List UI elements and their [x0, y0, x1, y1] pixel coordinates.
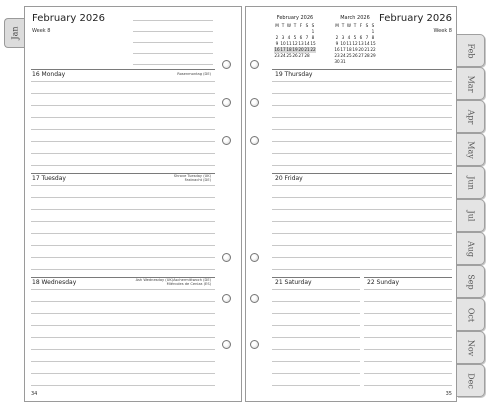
calendar-day: 7	[365, 35, 369, 40]
calendar-day: 19	[292, 47, 298, 52]
binder-ring	[222, 340, 231, 349]
calendar-day: 20	[358, 47, 364, 52]
right-month-title: February 2026	[379, 13, 452, 24]
binder-ring	[222, 136, 231, 145]
calendar-day: 25	[286, 53, 292, 58]
day-line	[31, 301, 215, 302]
binder-ring	[250, 60, 259, 69]
calendar-day: 29	[370, 53, 376, 58]
binder-ring	[222, 98, 231, 107]
calendar-day: 23	[274, 53, 280, 58]
left-page	[24, 6, 242, 402]
day-divider	[364, 277, 452, 278]
calendar-day: 22	[310, 47, 316, 52]
calendar-day: 18	[346, 47, 352, 52]
weekday-header: S	[311, 23, 315, 28]
calendar-day: 14	[304, 41, 310, 46]
day-line	[31, 257, 215, 258]
calendar-day: 4	[287, 35, 291, 40]
calendar-day: 18	[286, 47, 292, 52]
day-divider	[272, 277, 360, 278]
tab-label: May	[466, 140, 475, 159]
calendar-day: 11	[286, 41, 292, 46]
day-thursday: 19 Thursday	[275, 71, 313, 78]
weekday-header: T	[341, 23, 345, 28]
mini-calendar-grid	[334, 23, 376, 65]
day-line	[31, 209, 215, 210]
weekday-header: S	[365, 23, 369, 28]
day-divider	[272, 69, 452, 70]
calendar-day: 21	[304, 47, 310, 52]
calendar-day: 16	[274, 47, 280, 52]
day-line	[31, 221, 215, 222]
day-line	[31, 197, 215, 198]
day-line	[31, 81, 215, 82]
day-line	[31, 93, 215, 94]
day-line	[272, 313, 360, 314]
calendar-day: 3	[281, 35, 285, 40]
weekday-header: W	[286, 23, 292, 28]
mini-calendar-february	[274, 15, 316, 59]
day-line	[272, 257, 452, 258]
calendar-day: 21	[364, 47, 370, 52]
calendar-day: 5	[293, 35, 297, 40]
weekday-header: M	[335, 23, 339, 28]
day-line	[272, 81, 452, 82]
right-page	[245, 6, 457, 402]
weekday-header: T	[293, 23, 297, 28]
tab-label: Jun	[466, 175, 475, 190]
binder-ring	[222, 60, 231, 69]
calendar-day: 24	[340, 53, 346, 58]
calendar-day: 8	[371, 35, 375, 40]
day-line	[272, 141, 452, 142]
tab-label: Aug	[466, 240, 475, 257]
mini-calendar-grid	[274, 23, 316, 59]
weekday-header: T	[353, 23, 357, 28]
day-line	[31, 129, 215, 130]
tab-label: Dec	[466, 372, 475, 389]
day-line	[31, 289, 215, 290]
mini-calendar-march	[334, 15, 376, 65]
calendar-day: 5	[353, 35, 357, 40]
calendar-day: 17	[280, 47, 286, 52]
calendar-day: 9	[275, 41, 279, 46]
day-line	[31, 233, 215, 234]
day-line	[31, 337, 215, 338]
calendar-day: 12	[352, 41, 358, 46]
day-line	[272, 325, 360, 326]
calendar-day: 24	[280, 53, 286, 58]
tab-label: Oct	[466, 307, 475, 322]
calendar-day: 13	[358, 41, 364, 46]
binder-ring	[250, 136, 259, 145]
day-line	[272, 301, 360, 302]
calendar-day: 17	[340, 47, 346, 52]
day-line	[272, 197, 452, 198]
holiday-monday: Rosenmontag (DE)	[177, 72, 211, 76]
day-line	[272, 349, 360, 350]
left-week-label: Week 8	[32, 28, 51, 34]
calendar-day	[370, 59, 376, 65]
tab-label: Jul	[466, 210, 475, 221]
day-divider	[31, 69, 215, 70]
note-line	[133, 53, 213, 54]
day-line	[272, 245, 452, 246]
month-tabs	[457, 34, 485, 397]
calendar-day: 8	[311, 35, 315, 40]
tab-jul[interactable]	[457, 199, 485, 232]
weekday-header: S	[371, 23, 375, 28]
day-line	[272, 221, 452, 222]
day-line	[31, 245, 215, 246]
weekday-header: F	[359, 23, 363, 28]
calendar-day: 2	[275, 35, 279, 40]
calendar-day: 25	[346, 53, 352, 58]
day-line	[272, 129, 452, 130]
calendar-day: 28	[304, 53, 310, 58]
day-line	[31, 117, 215, 118]
calendar-day: 4	[347, 35, 351, 40]
calendar-day: 15	[370, 41, 376, 46]
calendar-day: 6	[359, 35, 363, 40]
day-line	[31, 385, 215, 386]
calendar-day: 19	[352, 47, 358, 52]
tab-jan-label: Jan	[10, 26, 19, 40]
calendar-day: 16	[334, 47, 340, 52]
day-sunday: 22 Sunday	[367, 279, 399, 286]
calendar-day: 30	[334, 59, 340, 64]
day-tuesday: 17 Tuesday	[32, 175, 66, 182]
day-line	[31, 373, 215, 374]
calendar-day: 28	[364, 53, 370, 58]
tab-label: Apr	[466, 109, 475, 124]
day-line	[31, 153, 215, 154]
left-page-number: 34	[31, 391, 38, 397]
calendar-day: 20	[298, 47, 304, 52]
tab-may[interactable]	[457, 133, 485, 166]
tab-jun[interactable]	[457, 166, 485, 199]
day-divider	[272, 173, 452, 174]
tab-feb[interactable]	[457, 34, 485, 67]
note-line	[133, 20, 213, 21]
day-line	[272, 361, 360, 362]
holiday-wednesday: Ash Wednesday (UK)Aschermittwoch (DE) Miércoles de Ceniza (ES)	[135, 278, 211, 286]
calendar-day: 27	[358, 53, 364, 58]
weekday-header: S	[305, 23, 309, 28]
weekday-header: T	[281, 23, 285, 28]
note-line	[133, 42, 213, 43]
day-line	[272, 93, 452, 94]
binder-ring	[222, 253, 231, 262]
day-line	[31, 165, 215, 166]
day-line	[272, 385, 360, 386]
day-monday: 16 Monday	[32, 71, 66, 78]
day-line	[31, 141, 215, 142]
day-line	[364, 325, 452, 326]
calendar-day: 22	[370, 47, 376, 52]
day-line	[272, 185, 452, 186]
day-line	[272, 209, 452, 210]
weekday-header: F	[299, 23, 303, 28]
calendar-day: 31	[340, 59, 346, 64]
calendar-day: 26	[352, 53, 358, 58]
day-line	[31, 349, 215, 350]
day-line	[31, 313, 215, 314]
day-saturday: 21 Saturday	[275, 279, 312, 286]
calendar-day: 23	[334, 53, 340, 58]
tab-dec[interactable]	[457, 364, 485, 397]
holiday-tuesday: Shrove Tuesday (UK) Fastnacht (DE)	[173, 174, 211, 182]
calendar-day: 7	[305, 35, 309, 40]
day-line	[272, 165, 452, 166]
calendar-day	[310, 53, 316, 59]
day-line	[364, 301, 452, 302]
calendar-day: 1	[311, 29, 315, 34]
note-line	[133, 64, 213, 65]
day-line	[272, 269, 452, 270]
day-line	[31, 361, 215, 362]
day-line	[272, 233, 452, 234]
binder-ring	[250, 253, 259, 262]
calendar-day: 10	[280, 41, 286, 46]
tab-aug[interactable]	[457, 232, 485, 265]
calendar-day: 6	[299, 35, 303, 40]
day-line	[364, 313, 452, 314]
calendar-day: 26	[292, 53, 298, 58]
weekday-header: W	[346, 23, 352, 28]
mini-calendar-title: March 2026	[340, 15, 370, 21]
calendar-day: 12	[292, 41, 298, 46]
day-line	[364, 373, 452, 374]
note-line	[133, 31, 213, 32]
day-line	[364, 289, 452, 290]
tab-label: Mar	[466, 75, 475, 92]
binder-ring	[250, 340, 259, 349]
calendar-day: 11	[346, 41, 352, 46]
day-line	[272, 373, 360, 374]
day-line	[272, 105, 452, 106]
calendar-day: 2	[335, 35, 339, 40]
mini-calendar-title: February 2026	[276, 15, 314, 21]
tab-nov[interactable]	[457, 331, 485, 364]
tab-jan[interactable]	[4, 18, 24, 48]
day-wednesday: 18 Wednesday	[32, 279, 77, 286]
day-friday: 20 Friday	[275, 175, 303, 182]
day-line	[31, 185, 215, 186]
calendar-week-row	[334, 59, 376, 65]
binder-ring	[250, 98, 259, 107]
calendar-day: 15	[310, 41, 316, 46]
calendar-day: 13	[298, 41, 304, 46]
calendar-week-row	[274, 53, 316, 59]
tab-label: Feb	[466, 43, 475, 58]
right-page-number: 35	[445, 391, 452, 397]
calendar-day: 9	[335, 41, 339, 46]
day-line	[31, 269, 215, 270]
tab-sep[interactable]	[457, 265, 485, 298]
right-week-label: Week 8	[433, 28, 452, 34]
day-line	[364, 385, 452, 386]
calendar-day: 14	[364, 41, 370, 46]
calendar-day: 27	[298, 53, 304, 58]
tab-label: Sep	[466, 273, 475, 290]
day-line	[364, 349, 452, 350]
tab-label: Nov	[466, 339, 475, 356]
calendar-day: 1	[371, 29, 375, 34]
weekday-header: M	[275, 23, 279, 28]
day-line	[272, 337, 360, 338]
day-line	[272, 289, 360, 290]
binder-ring	[222, 294, 231, 303]
calendar-day: 10	[340, 41, 346, 46]
tab-oct[interactable]	[457, 298, 485, 331]
day-line	[272, 117, 452, 118]
binder-ring	[250, 294, 259, 303]
day-line	[31, 325, 215, 326]
left-month-title: February 2026	[32, 13, 105, 24]
tab-apr[interactable]	[457, 100, 485, 133]
calendar-day: 3	[341, 35, 345, 40]
day-line	[364, 361, 452, 362]
day-line	[31, 105, 215, 106]
day-line	[272, 153, 452, 154]
day-line	[364, 337, 452, 338]
tab-mar[interactable]	[457, 67, 485, 100]
